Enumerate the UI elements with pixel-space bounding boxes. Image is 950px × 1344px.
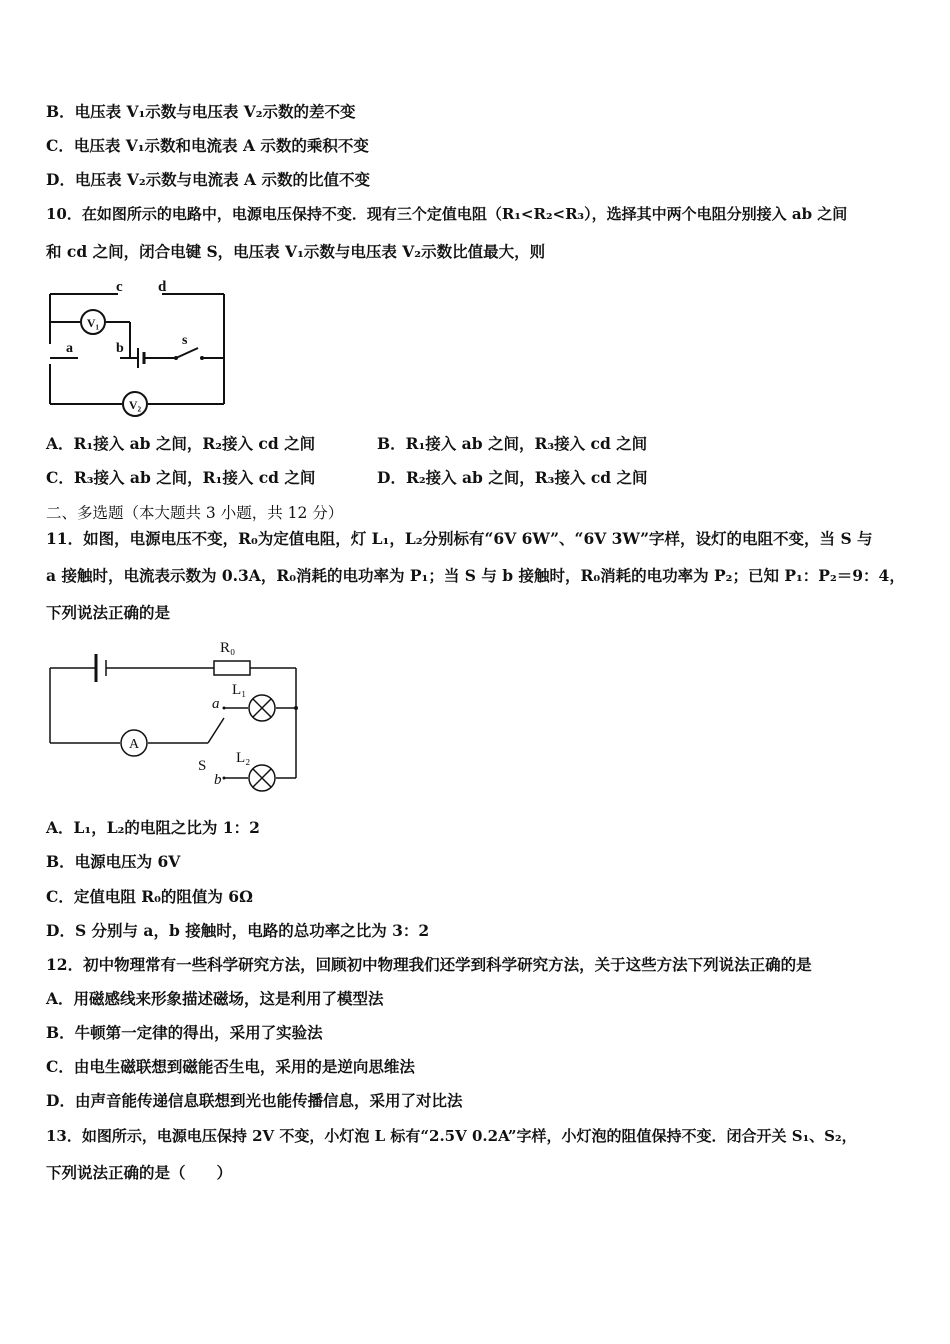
q11-fig-a-label: a [212, 696, 220, 712]
q10-stem-line1: 10．在如图所示的电路中，电源电压保持不变．现有三个定值电阻（R₁<R₂<R₃），选择其中两个电阻分别接入 ab 之间 [46, 205, 848, 223]
q11-fig-s-label: S [198, 758, 207, 774]
q10-option-a: A．R₁接入 ab 之间，R₂接入 cd 之间 [46, 434, 316, 453]
q12-option-a: A．用磁感线来形象描述磁场，这是利用了模型法 [46, 989, 384, 1008]
q11-fig-l2-label: L₂ [236, 750, 251, 766]
q11-option-b: B．电源电压为 6V [46, 852, 181, 871]
q10-fig-c-label: c [116, 279, 123, 295]
q12-stem: 12．初中物理常有一些科学研究方法，回顾初中物理我们还学到科学研究方法，关于这些方法下列说法正确的是 [46, 955, 812, 974]
q10-fig-a-label: a [66, 341, 73, 356]
q11-fig-l1-label: L₁ [232, 682, 247, 698]
q11-fig-r0-label: R₀ [220, 640, 236, 656]
q11-circuit-figure [40, 632, 315, 792]
q10-fig-v1-label: V₁ [86, 316, 100, 330]
q11-fig-ammeter-label: A [128, 737, 140, 752]
q12-option-b: B．牛顿第一定律的得出，采用了实验法 [46, 1023, 323, 1042]
q9-option-c: C．电压表 V₁示数和电流表 A 示数的乘积不变 [46, 136, 369, 155]
q10-stem-line2: 和 cd 之间，闭合电键 S，电压表 V₁示数与电压表 V₂示数比值最大，则 [46, 242, 546, 261]
q10-fig-v2-label: V₂ [128, 398, 142, 412]
section2-heading: 二、多选题（本大题共 3 小题，共 12 分） [46, 504, 344, 522]
q12-option-c: C．由电生磁联想到磁能否生电，采用的是逆向思维法 [46, 1057, 415, 1076]
q13-stem-line2: 下列说法正确的是（ ） [46, 1163, 233, 1182]
q11-stem-line3: 下列说法正确的是 [46, 603, 171, 622]
q11-stem-line2: a 接触时，电流表示数为 0.3A，R₀消耗的电功率为 P₁；当 S 与 b 接触时，R₀消耗的电功率为 P₂；已知 P₁：P₂＝9：4， [46, 566, 905, 585]
q10-fig-s-label: s [182, 333, 188, 348]
q10-option-c: C．R₃接入 ab 之间，R₁接入 cd 之间 [46, 468, 316, 487]
q10-circuit-figure [40, 278, 240, 420]
q11-fig-b-label: b [214, 772, 222, 788]
q11-option-c: C．定值电阻 R₀的阻值为 6Ω [46, 887, 253, 906]
q12-option-d: D．由声音能传递信息联想到光也能传播信息，采用了对比法 [46, 1091, 463, 1110]
q10-option-b: B．R₁接入 ab 之间，R₃接入 cd 之间 [377, 434, 648, 453]
q10-fig-d-label: d [158, 279, 167, 295]
q9-option-d: D．电压表 V₂示数与电流表 A 示数的比值不变 [46, 170, 370, 189]
q13-stem-line1: 13．如图所示，电源电压保持 2V 不变，小灯泡 L 标有“2.5V 0.2A”字样，小灯泡的阻值保持不变．闭合开关 S₁、S₂， [46, 1127, 857, 1145]
q11-option-d: D．S 分别与 a，b 接触时，电路的总功率之比为 3：2 [46, 921, 430, 940]
q11-option-a: A．L₁，L₂的电阻之比为 1：2 [46, 818, 260, 837]
q11-stem-line1: 11．如图，电源电压不变，R₀为定值电阻，灯 L₁，L₂分别标有“6V 6W”、“6V 3W”字样，设灯的电阻不变，当 S 与 [46, 529, 873, 548]
q10-option-d: D．R₂接入 ab 之间，R₃接入 cd 之间 [377, 468, 648, 487]
q9-option-b: B．电压表 V₁示数与电压表 V₂示数的差不变 [46, 102, 356, 121]
q10-fig-b-label: b [116, 341, 124, 356]
